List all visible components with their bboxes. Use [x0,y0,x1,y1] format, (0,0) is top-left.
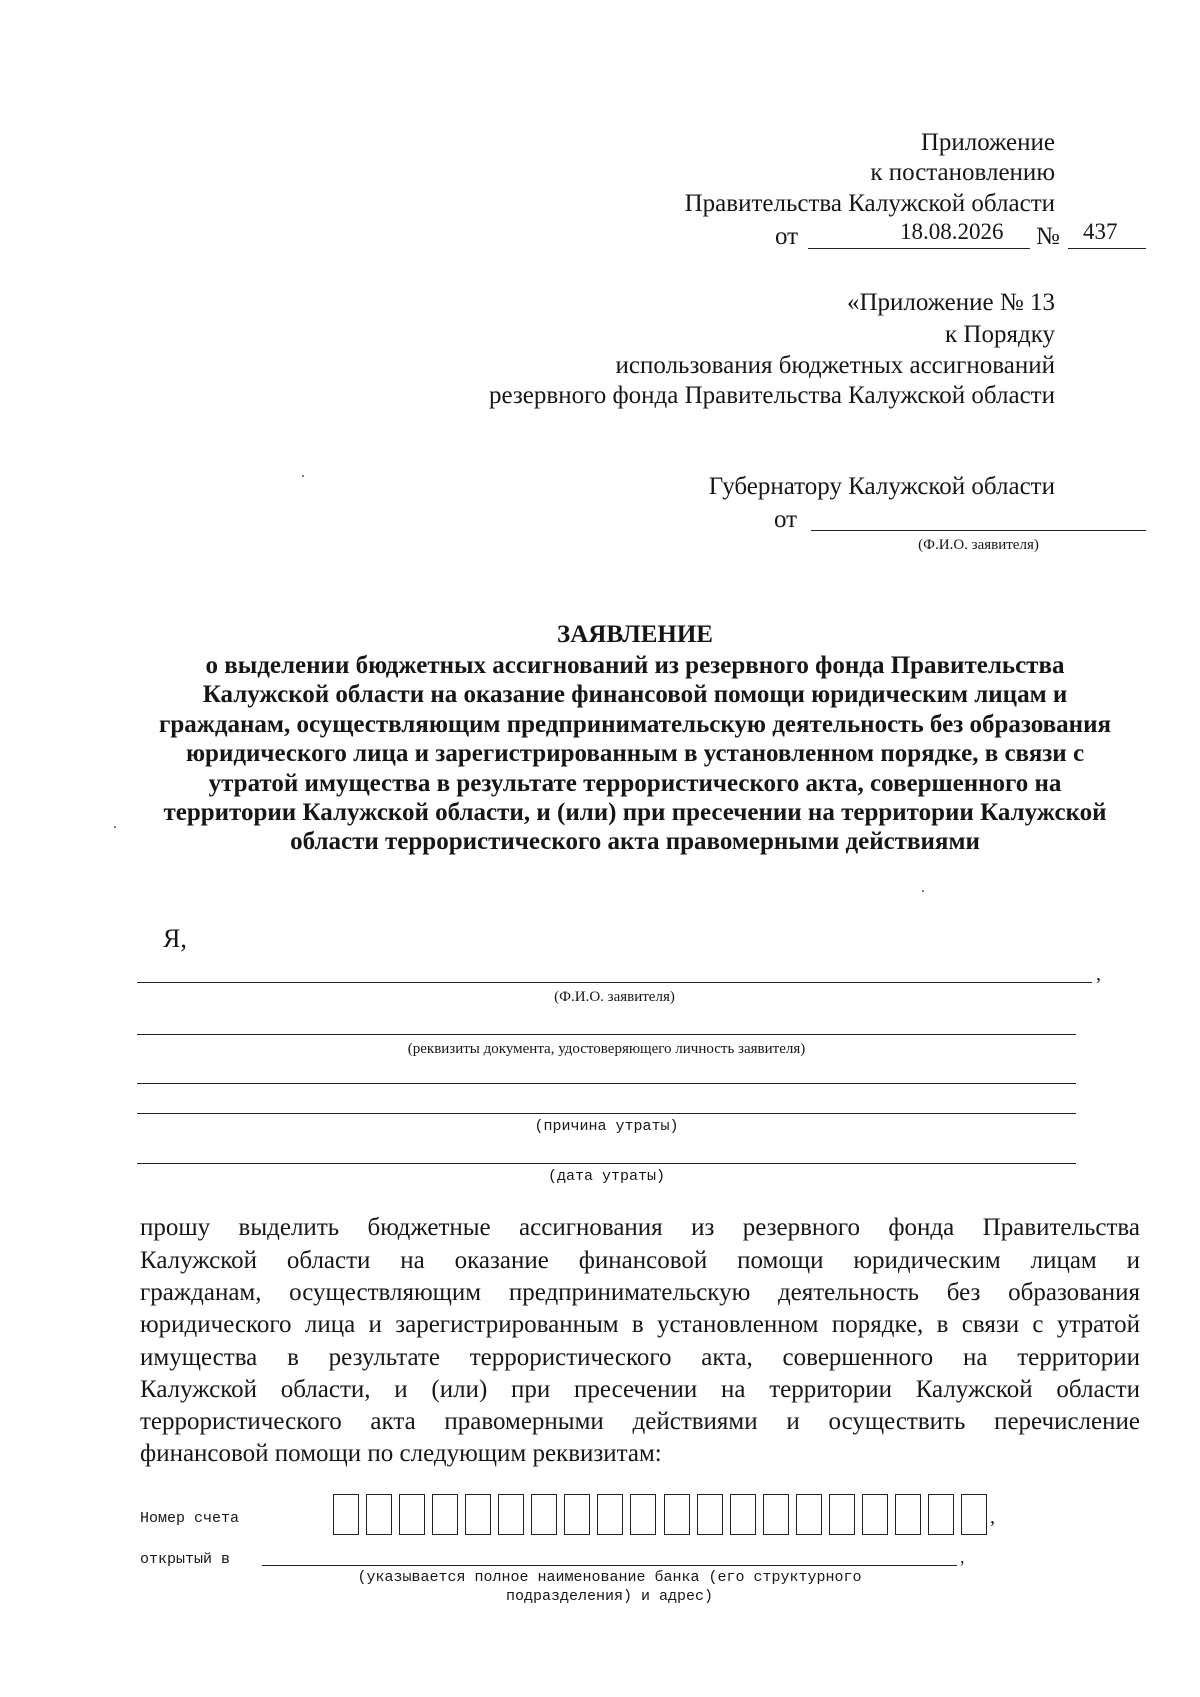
request-line: юридического лица и зарегистрированным в установленном порядке, в связи с утратой [140,1311,1140,1338]
id-document-line [137,1034,1076,1035]
scan-speck [114,826,116,828]
appendix-usage-label: использования бюджетных ассигнований [615,352,1055,379]
header-number-sign: № [1036,223,1060,250]
applicant-pronoun: Я, [163,924,187,953]
account-digit-box[interactable] [333,1494,359,1535]
request-line: террористического акта правомерными действиями и осуществить перечисление [140,1408,1140,1435]
header-date-line [808,248,1030,249]
account-digit-box[interactable] [796,1494,822,1535]
bank-caption-line1: (указывается полное наименование банка (его структурного [357,1569,862,1586]
title-line: о выделении бюджетных ассигнований из резервного фонда Правительства [205,652,1065,679]
fio-caption: (Ф.И.О. заявителя) [554,989,675,1005]
addressee-from-label: от [774,506,798,533]
account-digit-box[interactable] [531,1494,557,1535]
appendix-number-label: «Приложение № 13 [846,289,1055,316]
bank-caption-line2: подразделения) и адрес) [505,1588,714,1605]
title-line: гражданам, осуществляющим предпринимательскую деятельность без образования [158,711,1112,738]
request-line: гражданам, осуществляющим предпринимательскую деятельность без образования [140,1279,1140,1306]
account-digit-box[interactable] [730,1494,756,1535]
fio-comma: , [1096,963,1101,985]
account-digit-box[interactable] [432,1494,458,1535]
account-digit-box[interactable] [862,1494,888,1535]
scan-speck [922,890,924,892]
account-digit-box[interactable] [895,1494,921,1535]
header-date: 18.08.2026 [900,219,1004,244]
header-number: 437 [1083,219,1118,244]
header-resolution-label: к постановлению [870,159,1055,186]
extra-line [137,1083,1076,1084]
account-digit-box[interactable] [961,1494,987,1535]
reason-line [137,1113,1076,1114]
appendix-order-label: к Порядку [945,321,1055,348]
account-digit-box[interactable] [664,1494,690,1535]
title-line: территории Калужской области, и (или) при пресечении на территории Калужской [163,799,1107,826]
title-line: утратой имущества в результате террористического акта, совершенного на [208,770,1062,797]
fio-line [137,982,1092,983]
document-title: ЗАЯВЛЕНИЕ [557,621,713,648]
id-document-caption: (реквизиты документа, удостоверяющего личность заявителя) [407,1041,806,1057]
bank-comma: , [960,1547,965,1567]
bank-opened-label: открытый в [140,1551,231,1568]
request-line: имущества в результате террористического акта, совершенного на территории [140,1344,1140,1371]
appendix-fund-label: резервного фонда Правительства Калужской области [489,382,1055,409]
account-digit-box[interactable] [366,1494,392,1535]
title-line: Калужской области на оказание финансовой помощи юридическим лицам и [202,681,1068,708]
addressee-fio-line [811,530,1146,531]
account-digit-box[interactable] [498,1494,524,1535]
header-government-label: Правительства Калужской области [684,190,1055,217]
loss-date-caption: (дата утраты) [547,1168,666,1185]
request-line: Калужской области, и (или) при пресечении на территории Калужской области [140,1376,1140,1403]
request-line: прошу выделить бюджетные ассигнования из резервного фонда Правительства [140,1214,1140,1241]
request-line: Калужской области на оказание финансовой помощи юридическим лицам и [140,1247,1140,1274]
scan-speck [302,475,304,477]
loss-date-line [137,1163,1076,1164]
account-digit-box[interactable] [564,1494,590,1535]
account-digit-box[interactable] [465,1494,491,1535]
header-appendix-label: Приложение [920,129,1055,156]
account-digit-box[interactable] [928,1494,954,1535]
title-line: юридического лица и зарегистрированным в установленном порядке, в связи с [185,740,1085,767]
account-digit-box[interactable] [597,1494,623,1535]
account-digit-box[interactable] [829,1494,855,1535]
header-number-line [1068,248,1146,249]
account-digit-box[interactable] [763,1494,789,1535]
header-date-prefix: от [775,223,799,250]
account-number-label: Номер счета [140,1510,240,1527]
addressee-fio-caption: (Ф.И.О. заявителя) [918,537,1039,553]
addressee-governor: Губернатору Калужской области [708,473,1055,500]
account-digit-box[interactable] [399,1494,425,1535]
bank-name-line [262,1565,957,1566]
account-comma: , [990,1506,995,1528]
account-digit-box[interactable] [697,1494,723,1535]
account-digit-box[interactable] [630,1494,656,1535]
title-line: области террористического акта правомерными действиями [290,828,980,855]
reason-caption: (причина утраты) [534,1118,679,1135]
request-line: финансовой помощи по следующим реквизитам: [140,1440,662,1467]
